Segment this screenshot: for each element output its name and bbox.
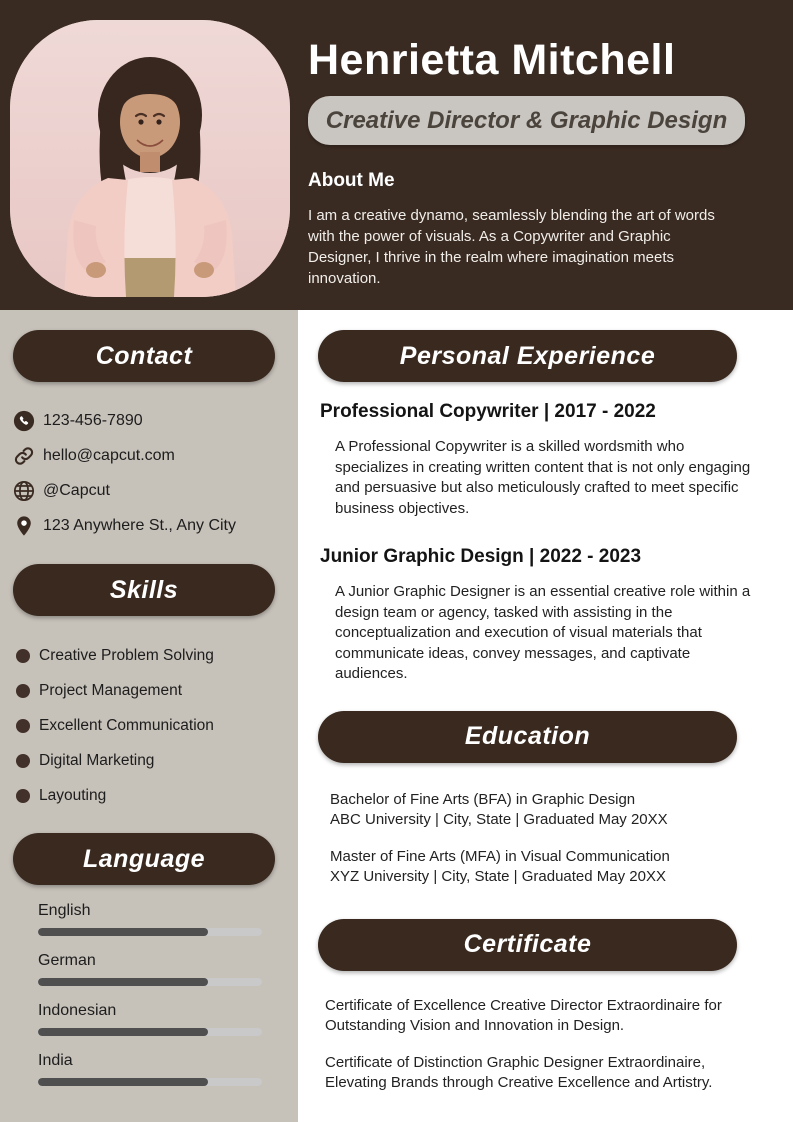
language-progress-bar: [38, 1078, 262, 1086]
profile-photo-illustration: [10, 20, 290, 297]
contact-phone[interactable]: [0, 403, 298, 438]
job-title: Junior Graphic Design | 2022 - 2023: [320, 546, 642, 567]
bullet-icon: [16, 754, 30, 768]
certificate-item: Certificate of Excellence Creative Director Extraordinaire for Outstanding Vision and Innovation in Design.: [325, 996, 722, 1034]
language-heading: Language: [82, 844, 206, 873]
main-content: [298, 310, 793, 1122]
experience-heading: Personal Experience: [399, 341, 656, 370]
language-item: [38, 1052, 298, 1086]
phone-icon: [13, 410, 35, 432]
language-progress-fill: [38, 1078, 208, 1086]
skill-item: [0, 673, 298, 708]
job-title: Professional Copywriter | 2017 - 2022: [320, 401, 656, 422]
skill-text: Digital Marketing: [39, 751, 155, 769]
skill-item: [0, 743, 298, 778]
experience-section-header: [318, 330, 737, 382]
about-me-text: I am a creative dynamo, seamlessly blending the art of words with the power of visuals. As a Copywriter and Graphic Designer, I thrive in the realm where imagination meets innovation.: [308, 207, 715, 288]
person-name: Henrietta Mitchell: [308, 36, 676, 84]
contact-address-text: 123 Anywhere St., Any City: [43, 516, 236, 534]
job-description: A Professional Copywriter is a skilled wordsmith who specializes in creating written content that is not only engaging and persuasive but also meticulously crafted to meet specific business objectives.: [335, 438, 751, 517]
certificate-section-header: [318, 919, 737, 971]
language-list: [0, 902, 298, 1086]
header-section: [0, 0, 793, 310]
education-degree: Bachelor of Fine Arts (BFA) in Graphic Design: [330, 790, 636, 808]
about-me-heading: About Me: [308, 170, 395, 192]
education-item: [330, 847, 793, 888]
profile-photo: [10, 20, 290, 297]
skills-section-header: [13, 564, 275, 616]
skill-item: [0, 708, 298, 743]
contact-list: [0, 403, 298, 543]
language-item: [38, 902, 298, 936]
job-title-badge: [308, 96, 745, 145]
language-section-header: [13, 833, 275, 885]
language-progress-fill: [38, 978, 208, 986]
education-item: [330, 790, 793, 831]
contact-social[interactable]: [0, 473, 298, 508]
language-item: [38, 1002, 298, 1036]
skill-text: Creative Problem Solving: [39, 646, 214, 664]
skill-item: [0, 638, 298, 673]
language-progress-bar: [38, 978, 262, 986]
education-degree: Master of Fine Arts (MFA) in Visual Communication: [330, 847, 670, 865]
language-progress-bar: [38, 1028, 262, 1036]
contact-email-text: hello@capcut.com: [43, 446, 175, 464]
education-school: XYZ University | City, State | Graduated May 20XX: [330, 868, 666, 885]
skill-text: Project Management: [39, 681, 183, 699]
language-label: German: [38, 952, 96, 969]
contact-address[interactable]: [0, 508, 298, 543]
contact-phone-text: 123-456-7890: [43, 411, 143, 429]
language-label: India: [38, 1052, 73, 1069]
header-text-area: [308, 38, 766, 289]
link-icon: [13, 445, 35, 467]
contact-email[interactable]: [0, 438, 298, 473]
globe-icon: [13, 480, 35, 502]
language-label: English: [38, 902, 91, 919]
skill-item: [0, 778, 298, 813]
skill-text: Layouting: [39, 786, 107, 804]
sidebar: [0, 310, 298, 1122]
bullet-icon: [16, 684, 30, 698]
bullet-icon: [16, 719, 30, 733]
bullet-icon: [16, 789, 30, 803]
education-section-header: [318, 711, 737, 763]
contact-social-text: @Capcut: [43, 481, 110, 499]
job-description: A Junior Graphic Designer is an essential creative role within a design team or agency, tasked with assisting in the conceptualization and execution of visual materials that communicate ideas, convey messages, and captivate audiences.: [335, 583, 751, 682]
certificate-heading: Certificate: [463, 930, 592, 958]
language-progress-fill: [38, 1028, 208, 1036]
location-icon: [13, 515, 35, 537]
language-progress-bar: [38, 928, 262, 936]
bullet-icon: [16, 649, 30, 663]
contact-heading: Contact: [95, 341, 193, 370]
skills-heading: Skills: [109, 575, 179, 604]
education-school: ABC University | City, State | Graduated May 20XX: [330, 811, 668, 828]
certificate-item: Certificate of Distinction Graphic Designer Extraordinaire, Elevating Brands through Creative Excellence and Artistry.: [325, 1053, 713, 1091]
contact-section-header: [13, 330, 275, 382]
skills-list: [0, 638, 298, 813]
language-item: [38, 952, 298, 986]
language-label: Indonesian: [38, 1002, 117, 1019]
job-title-text: Creative Director & Graphic Design: [325, 106, 728, 134]
education-heading: Education: [464, 722, 591, 750]
skill-text: Excellent Communication: [39, 716, 214, 734]
language-progress-fill: [38, 928, 208, 936]
